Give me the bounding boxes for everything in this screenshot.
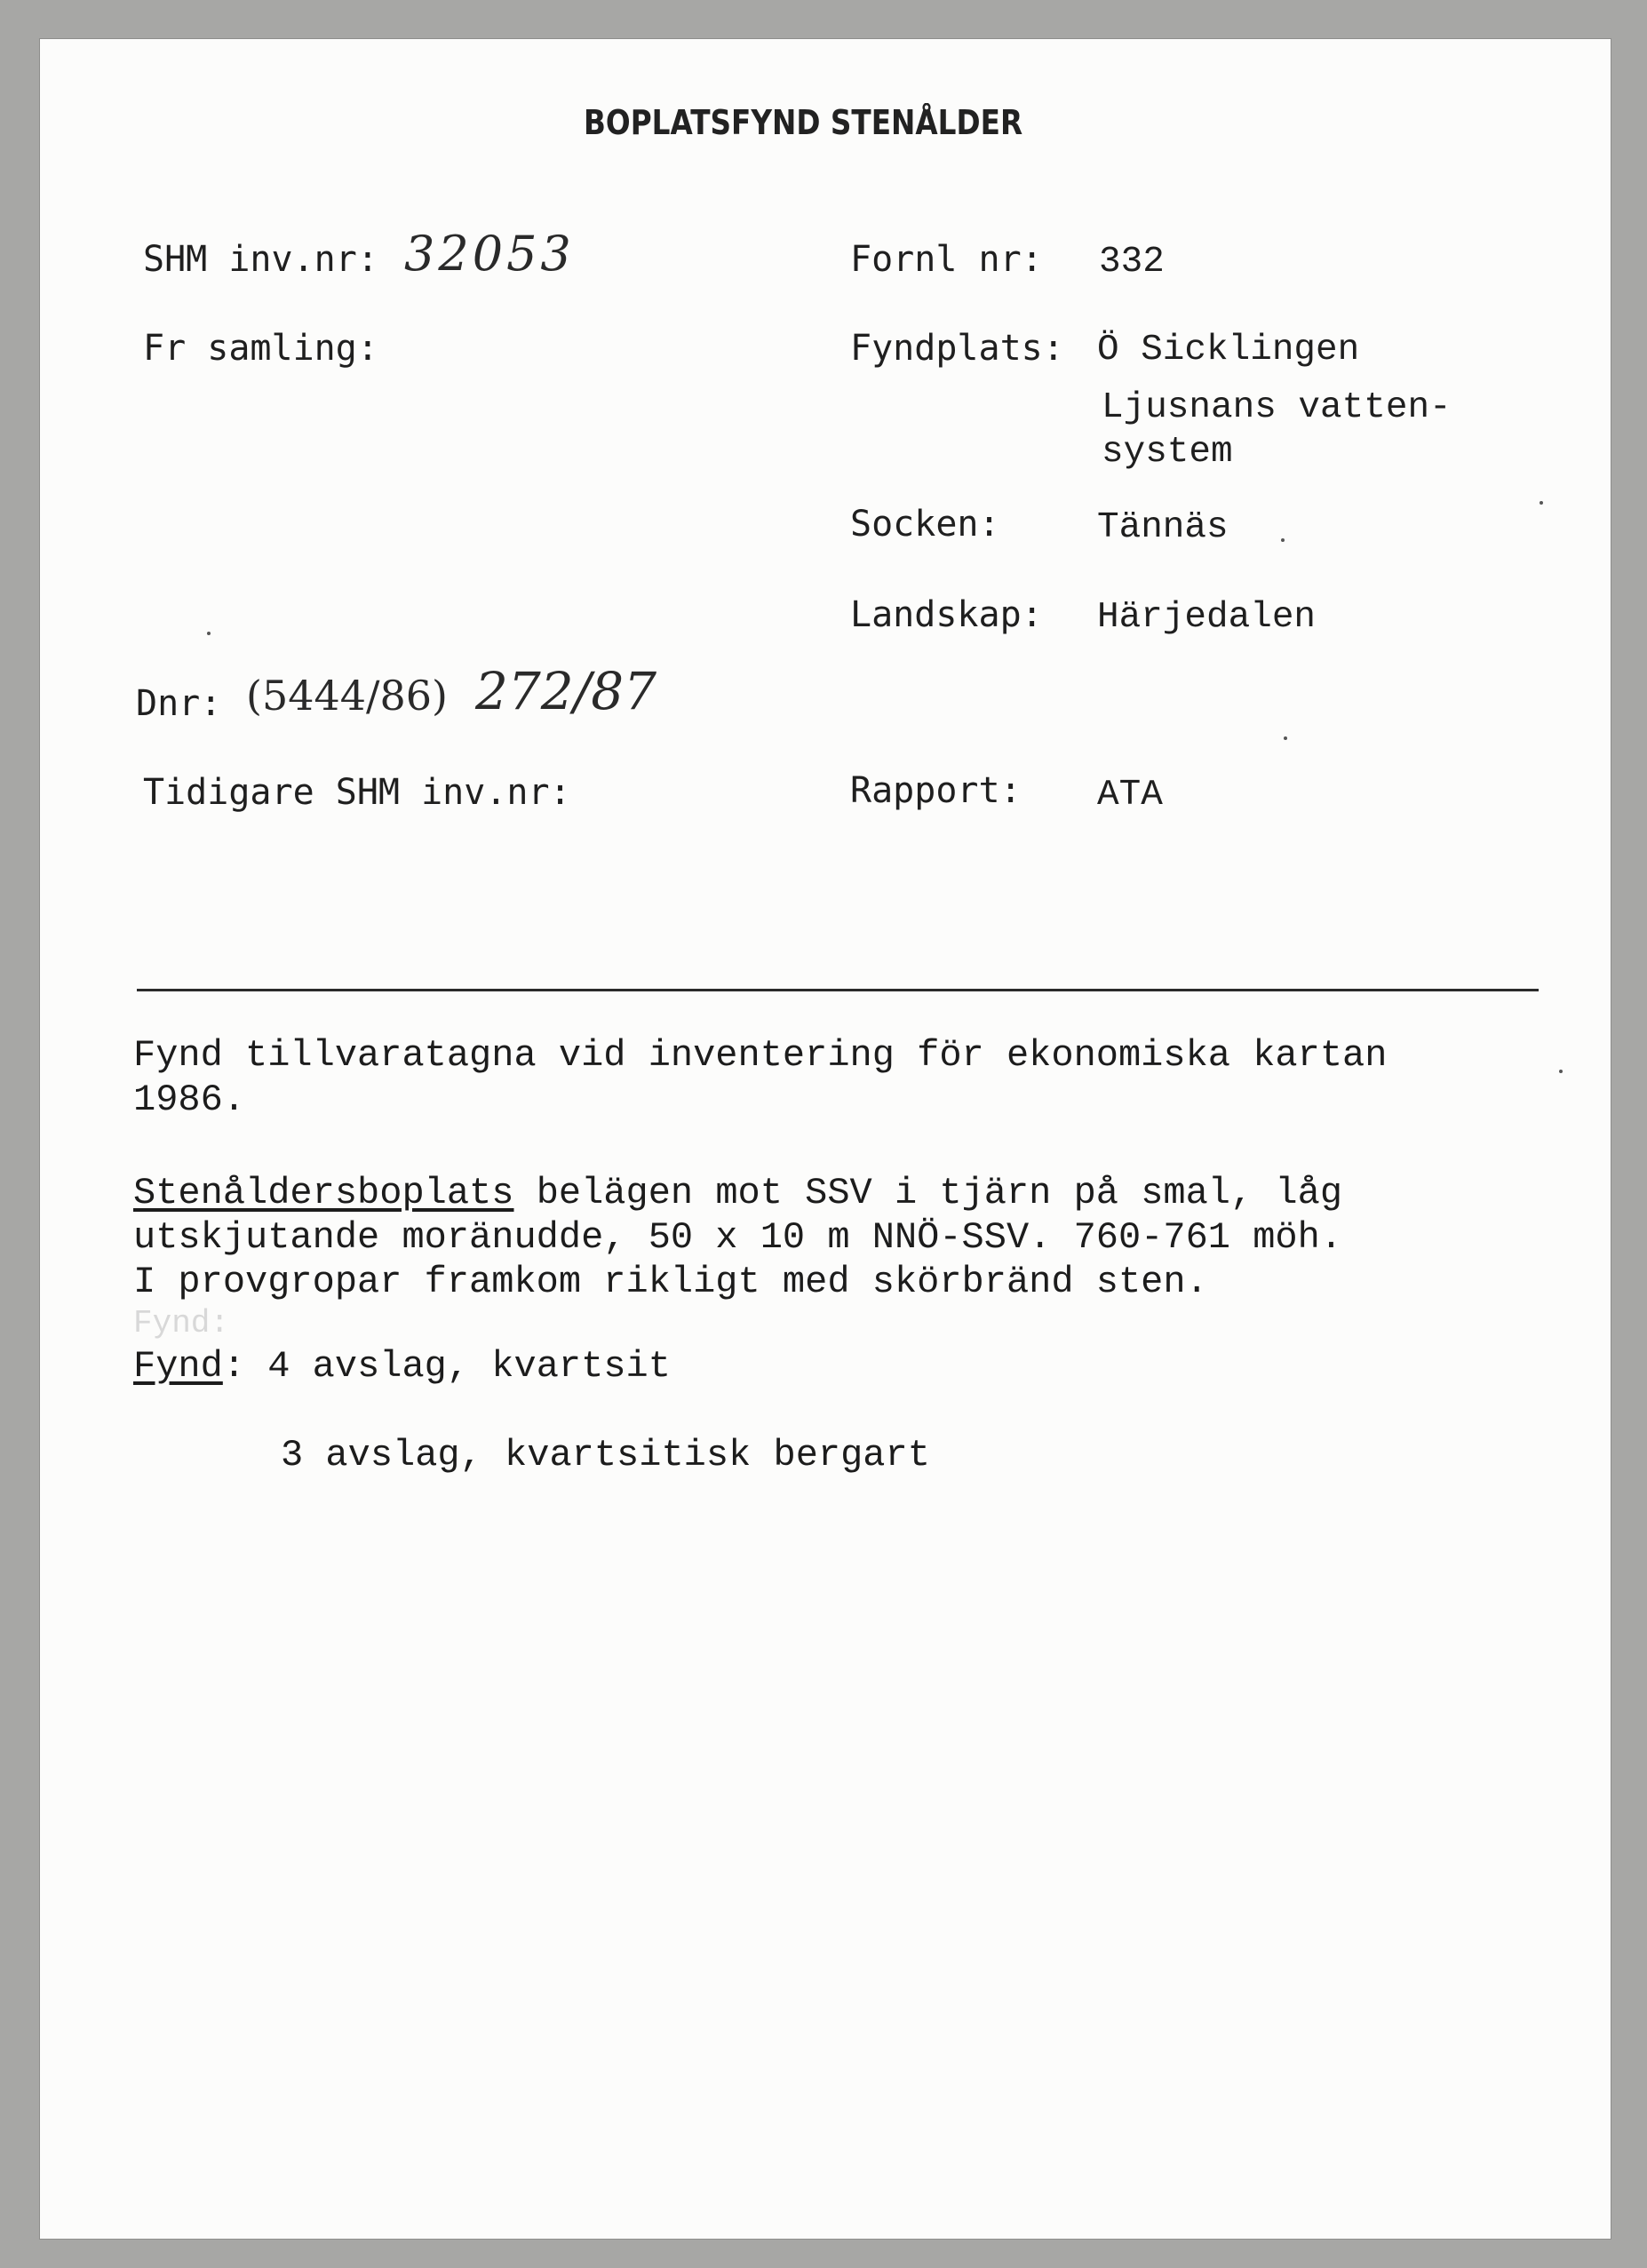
fr-samling-label: Fr samling:	[143, 328, 378, 369]
scan-speck	[1281, 538, 1285, 542]
faded-fynd-label: Fynd:	[133, 1305, 230, 1341]
scan-speck	[1284, 736, 1287, 740]
dnr-value-old: (5444/86)	[246, 672, 448, 720]
body-paragraph-1-line-2: 1986.	[133, 1078, 246, 1121]
socken-label: Socken:	[850, 504, 1000, 545]
dnr-label: Dnr:	[136, 683, 222, 724]
fynd-colon: :	[222, 1345, 246, 1388]
fyndplats-label: Fyndplats:	[850, 328, 1064, 369]
card-title: BOPLATSFYND STENÅLDER	[584, 103, 1023, 142]
fornl-value: 332	[1099, 242, 1165, 283]
fyndplats-value-2: Ljusnans vatten-	[1102, 387, 1452, 428]
fynd-line-1	[133, 1345, 671, 1388]
fynd-line-2: 3 avslag, kvartsitisk bergart	[281, 1434, 930, 1476]
landskap-label: Landskap:	[850, 594, 1043, 635]
section-divider	[137, 989, 1539, 991]
rapport-label: Rapport:	[850, 770, 1022, 811]
site-description: belägen mot SSV i tjärn på smal, låg	[513, 1172, 1343, 1214]
scan-speck	[1540, 501, 1543, 505]
scan-speck	[207, 632, 211, 635]
body-paragraph-1-line-1: Fynd tillvaratagna vid inventering för ekonomiska kartan	[133, 1034, 1388, 1077]
body-paragraph-2-line-3: I provgropar framkom rikligt med skörbränd sten.	[133, 1261, 1208, 1303]
socken-value: Tännäs	[1097, 507, 1229, 548]
body-paragraph-2-line-1	[133, 1172, 1342, 1214]
fyndplats-value-3: system	[1102, 432, 1233, 473]
shm-inv-label: SHM inv.nr:	[143, 239, 378, 280]
fornl-label: Fornl nr:	[850, 239, 1043, 280]
archive-card	[40, 39, 1611, 2239]
fynd-label: Fynd	[133, 1345, 223, 1388]
landskap-value: Härjedalen	[1097, 597, 1317, 638]
scan-speck	[1559, 1070, 1563, 1073]
site-type-heading: Stenåldersboplats	[133, 1172, 514, 1214]
fynd-item-1: 4 avslag, kvartsit	[245, 1345, 671, 1388]
tidigare-shm-label: Tidigare SHM inv.nr:	[143, 772, 571, 813]
dnr-value-new: 272/87	[475, 661, 657, 721]
fyndplats-value-1: Ö Sicklingen	[1097, 330, 1360, 370]
body-paragraph-2-line-2: utskjutande moränudde, 50 x 10 m NNÖ-SSV. 760-761 möh.	[133, 1216, 1343, 1259]
shm-inv-value: 32053	[404, 226, 575, 282]
rapport-value: ATA	[1097, 775, 1163, 816]
